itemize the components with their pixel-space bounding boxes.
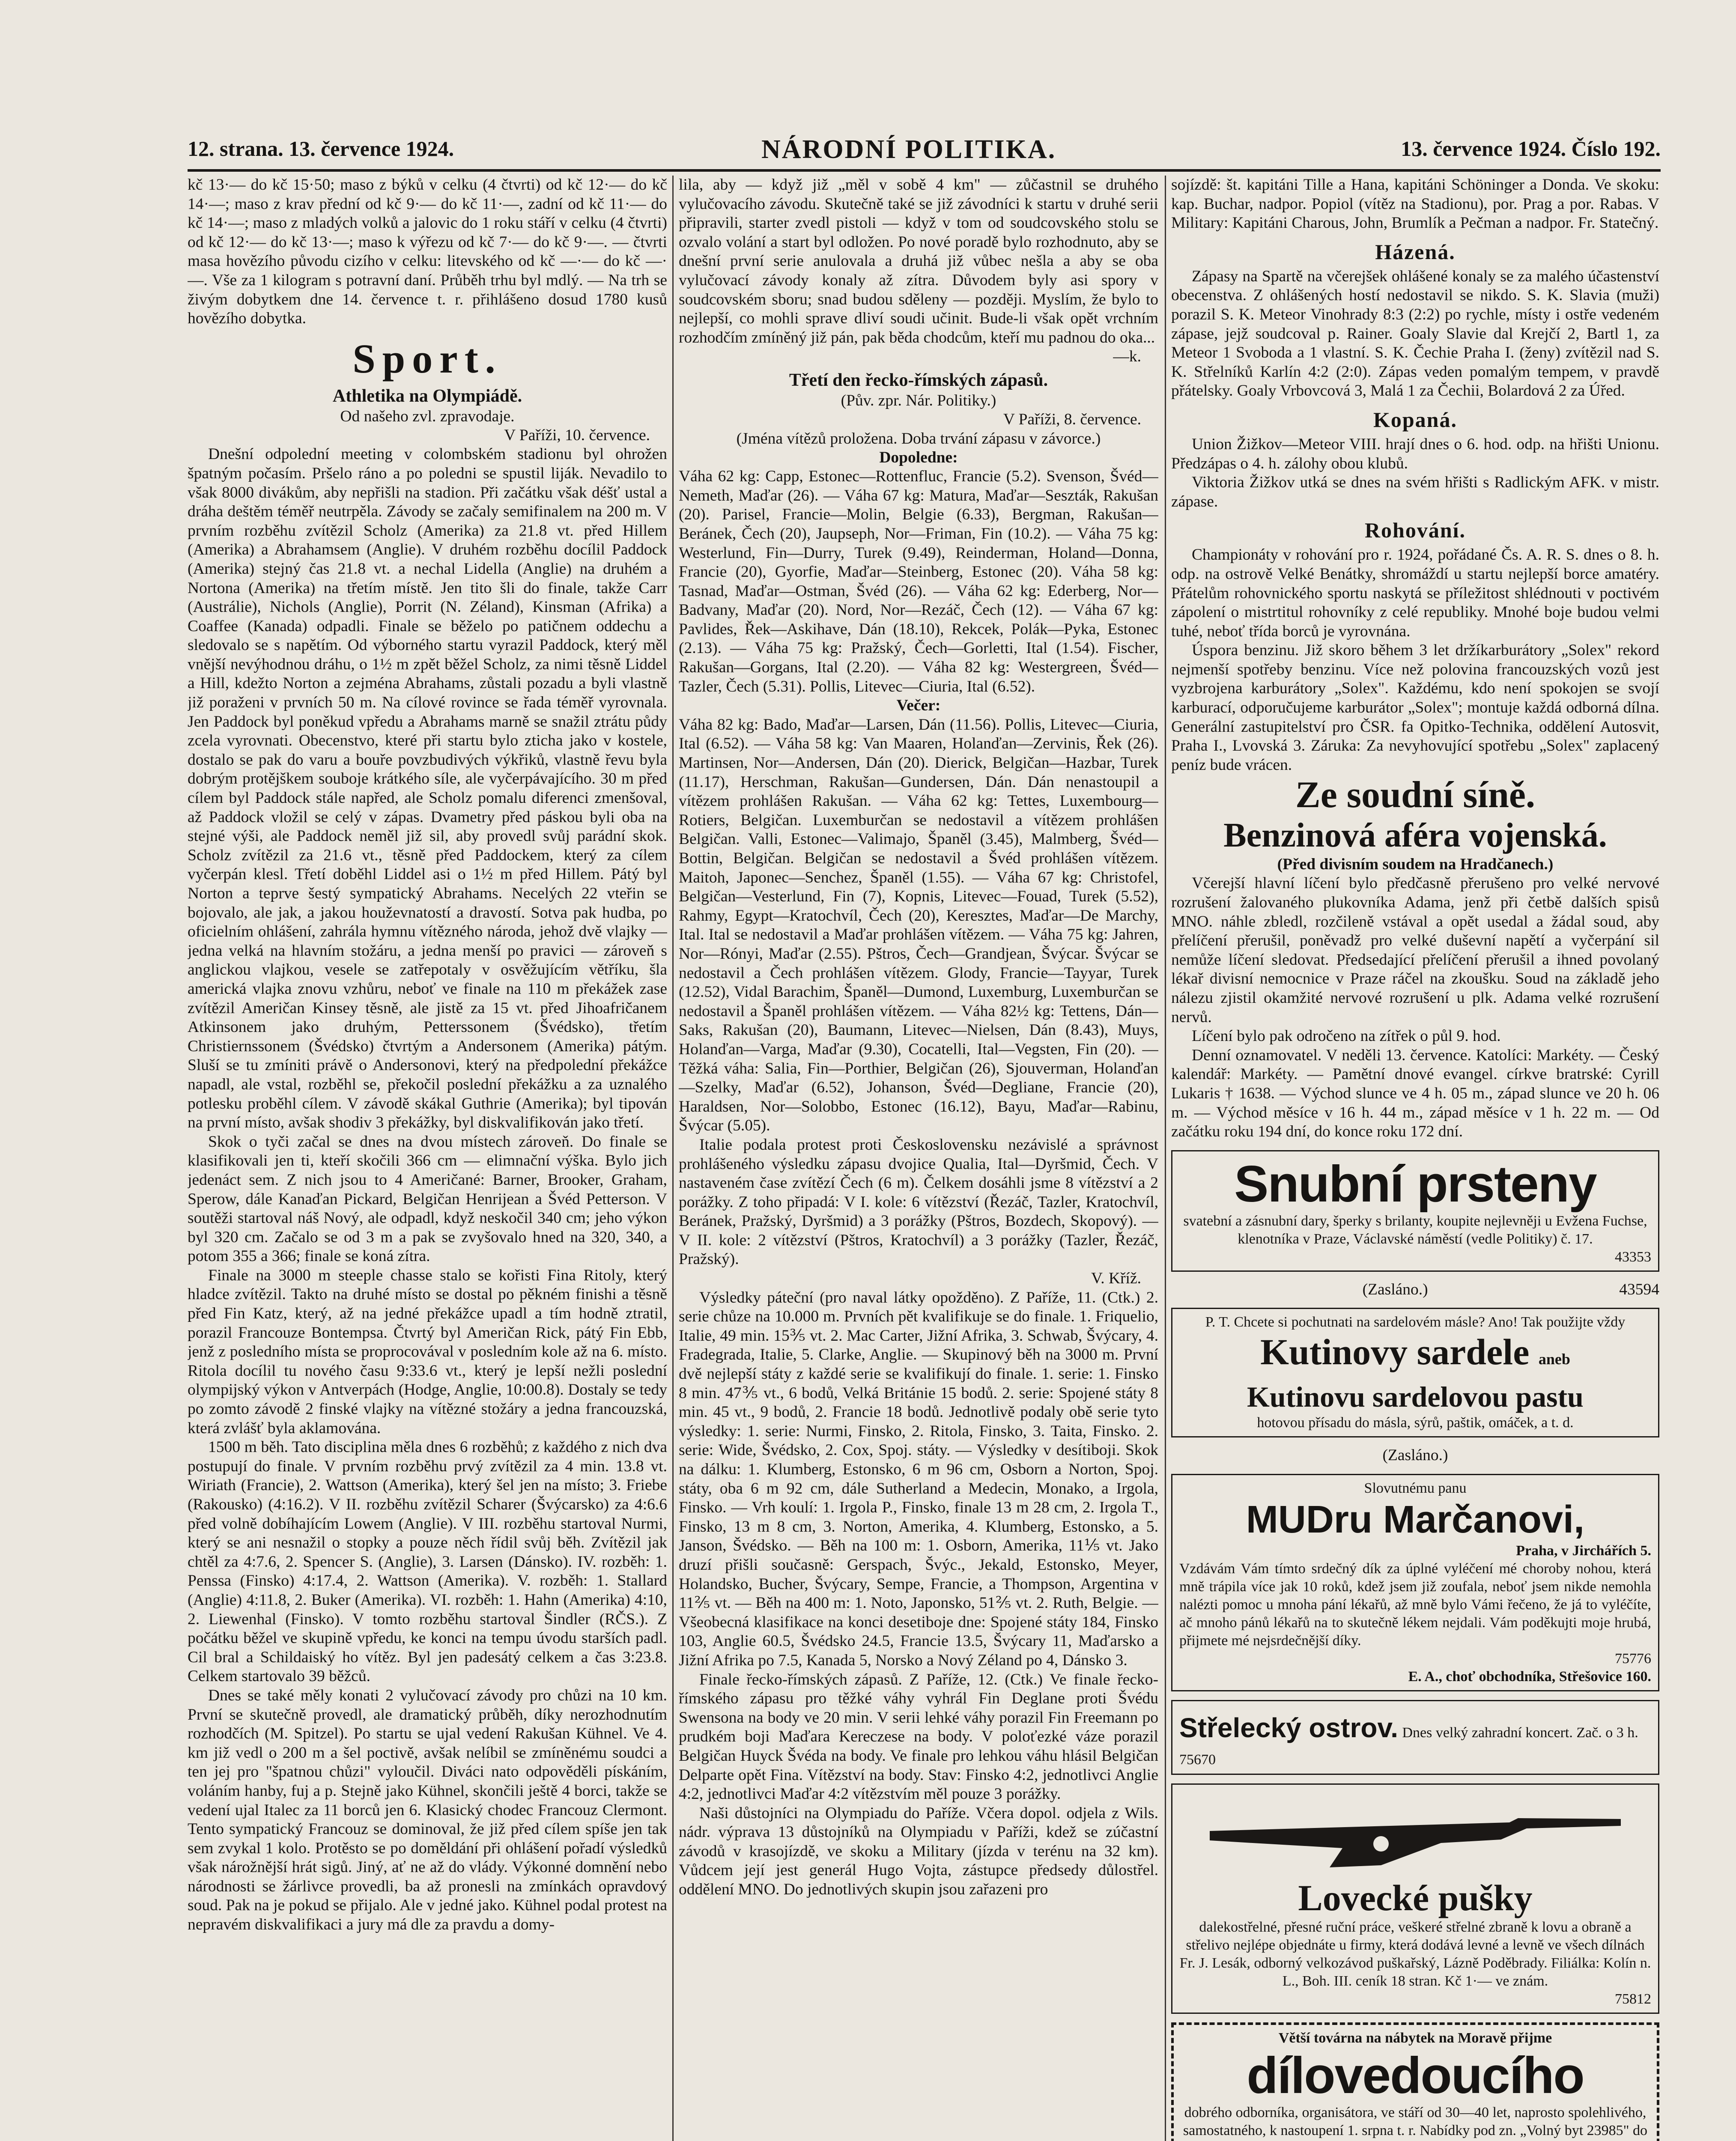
officers-continuation-text: sojízdě: št. kapitáni Tille a Hana, kapitáni Schöninger a Donda. Ve skoku: kap. Buchar, nadpor. Popiol (vítěz na Stadionu), por. Prag a por. Rabas. V Military: Kapitáni Charous, John, Brumlík a Pečman a nadpor. Fr. Statečný.	[1171, 176, 1659, 232]
calendar-notice: Denní oznamovatel. V neděli 13. července. Katolíci: Markéty. — Český kalendář: Markéty. — Pamětní dnové evangel. církve bratrské: Cyrill Lukaris † 1638. — Východ slunce ve 4 h. 05 m., západ slunce ve 20 h. 06 m. — Východ měsíce v 16 h. 44 m., západ měsíce v 1 h. 22 m. — Od začátku roku 194 dní, do konce roku 172 dní.	[1171, 1046, 1659, 1141]
athletics-source: Od našeho zvl. zpravodaje.	[340, 407, 515, 425]
ad-sardines-aneb: aneb	[1538, 1351, 1570, 1368]
ad-doctor-code: 75776	[1615, 1650, 1651, 1667]
protest-paragraph: Italie podala protest proti Československu nezávislé a správnost prohlášeného výsledku zápasu dvojice Qualia, Ital—Dyršmid, Čech. V nastaveném čase zvítězí Čech (6 m). Čelkem dosáhli jsme 8 vítězství a 2 porážky. Z toho připadá: V I. kole: 6 vítězství (Řezáč, Tazler, Kratochvíl, Beránek, Pražský, Dyršmid) a 3 porážky (Pštros, Bozdech, Skopový). — V II. kole: 2 vítězství (Pštros, Kratochvíl) a 3 porážky (Tazler, Řezáč, Pražský).	[679, 1136, 1158, 1268]
benzin-affair-headline: Benzinová aféra vojenská.	[1223, 817, 1607, 855]
ad-foreman-wanted	[1171, 2022, 1659, 2141]
kopana-heading: Kopaná.	[1373, 407, 1457, 432]
evening-results: Váha 82 kg: Bado, Maďar—Larsen, Dán (11.56). Pollis, Litevec—Ciuria, Ital (6.52). — Váha 58 kg: Van Maaren, Holanďan—Zervinis, Řek (26). Martinsen, Nor—Andersen, Dán (20). Dierick, Belgičan—Hazbar, Turek (11.17), Herschman, Rakušan—Gundersen, Dán. Dán nenastoupil a vítězem prohlášen Rakušan. — Váha 62 kg: Tettes, Luxembourg—Rotiers, Belgičan. Luxemburčan se nedostavil a vítězem prohlášen Belgičan. Valli, Estonec—Valimajo, Španěl (3.45), Malmberg, Švéd—Bottin, Belgičan. Belgičan se nedostavil a Švéd prohlášen vítězem. Maitoh, Japonec—Senchez, Španěl (1.55). — Váha 67 kg: Christofel, Belgičan—Vesterlund, Fin (7), Kopnis, Litevec—Fouad, Turek (5.52), Rahmy, Egypt—Kratochvíl, Čech (20), Keresztes, Maďar—De Marchy, Ital. Ital se nedostavil a Maďar prohlášen vítězem. — Váha 75 kg: Jahren, Nor—Rónyi, Maďar (2.55). Pštros, Čech—Grandjean, Švýcar. Švýcar se nedostavil a Čech prohlášen vítězem. Glody, Francie—Tayyar, Turek (12.52), Vidal Barachim, Španěl—Dumond, Luxemburg, Luxemburčan se nedostavil a Španěl prohlášen vítězem. — Váha 82½ kg: Tettens, Dán—Saks, Rakušan (20), Baumann, Litevec—Nielsen, Dán (8.43), Muys, Holanďan—Varga, Maďar (9.30), Cocatelli, Ital—Vegsten, Fin (20). — Těžká váha: Salia, Fin—Porthier, Belgičan (26), Sjouverman, Holanďan—Szelky, Maďar (6.52), Johanson, Švéd—Degliane, Francie (20), Haraldsen, Nor—Solobbo, Estonec (16.12), Bayu, Maďar—Rabinu, Švýcar (5.05).	[679, 716, 1158, 1135]
ad-hunting-rifles	[1171, 1783, 1659, 2014]
rohovani-text: Championáty v rohování pro r. 1924, pořádané Čs. A. R. S. dnes o 8. h. odp. na ostrově Velké Benátky, shromáždí u startu nejlepší borce amatéry. Přátelům rohovnického sportu naskytá se příležitost shlédnouti v poctivém zápolení o mistrtitul rohovníky z celé republiky. Mnohé boje budou velmi tuhé, neboť třída borců je vyrovnána.	[1171, 546, 1659, 640]
walking-continuation-text: lila, aby — když již „měl v sobě 4 km" — zůčastnil se druhého vylučovacího závodu. Skutečně také se již závodníci k startu v druhé serii připravili, starter zvedl pistoli — když v tom od soudcovského stolu se ozvalo volání a start byl odložen. Po nové poradě bylo rozhodnuto, aby se dnešní první serie anulovala a druhá již vůbec nešla a aby se oba vylučovací závody konaly až zítra. Důvodem byly asi spory v soudcovském sboru; snad budou sděleny — později. Myslím, že bylo to nejlepší, co mohli sprave dliví soudi učinit. Bude-li však opět vrchním rozhodčím zmíněný již pán, pak běda chodcům, kteří mu padnou do oka...	[679, 176, 1158, 346]
ad-shooting-island-title: Střelecký ostrov.	[1179, 1712, 1399, 1743]
evening-heading: Večer:	[896, 697, 941, 715]
column-divider-1	[672, 176, 674, 2141]
ad-sardines-small: hotovou přísadu do másla, sýrů, paštik, omáček, a t. d.	[1257, 1415, 1574, 1431]
column-3	[1171, 176, 1659, 2141]
benzin-notice: Úspora benzinu. Již skoro během 3 let držíkarburátory „Solex" rekord nejmenší spotřeby benzinu. Více než polovina francouzských vozů jest vyzbrojena karburátory „Solex". Každému, kdo není spokojen se svojí karburací, odporučujeme karburátor „Solex"; montuje každá odborná dílna. Generální zastupitelství pro ČSR. fa Opitko-Technika, oddělení Autosvit, Praha I., Lvovská 3. Záruka: Za nevyhovující spotřebu „Solex" zaplacený peníz bude vrácen.	[1171, 641, 1659, 774]
athletics-paragraph: Dnešní odpolední meeting v colombském stadionu byl ohrožen špatným počasím. Pršelo ráno a po poledni se spustil liják. Nevadilo to však 8000 divákům, aby nepřišli na stadion. Při začátku však déšť ustal a dráha deštěm téměř neutrpěla. Závody se začaly semifinalem na 200 m. V prvním rozběhu zvítězil Scholz (Amerika) za 21.8 vt. před Hillem (Amerika) a Abrahamsem (Anglie). V druhém rozběhu docílil Paddock (Amerika) stejný čas 21.8 vt. a nechal Lidella (Anglie) na druhém a Nortona (Amerika) na třetím místě. Jen tito šli do finale, takže Carr (Austrálie), Nichols (Anglie), Porrit (N. Zéland), Kinsman (Afrika) a Coaffee (Kanada) odpadli. Finale se běželo po patičnem oddechu a sledovalo se s napětím. Od výborného startu vyrazil Paddock, který měl vnější nevýhodnou dráhu, o 1½ m zpět běžel Scholz, za nimi těsně Liddel a Hill, kdežto Norton a zejména Abrahams, zůstali pozadu a byli vlastně již poraženi v prvních 50 m. Na cílové rovince se řada téměř vyrovnala. Jen Paddock byl poněkud vpředu a Abrahams marně se snažil ztrátu půdy zcela vyrovnati. Obecenstvo, které při startu bylo zticha jako v kostele, dostalo se pak do varu a bouře povzbudivých výkřiků, vlastně řevu byla dobrým protějškem souboje krátkého síle, ale vyčerpávajícího. 30 m před cílem byl Paddock stále napřed, ale Scholz pomalu diferenci zmenšoval, až Paddock vložil se celý v zápas. Dvametry před páskou byli oba na stejné výši, ale Paddock neměl již sil, aby provedl svůj parádní skok. Scholz zvítězil za 21.6 vt., těsně před Paddockem, který za cílem vyčerpán klesl. Třetí doběhl Liddel asi o 1½ m před Hillem. Pátý byl Norton a teprve šestý sympatický Abrahams. Necelých 22 vteřin se bojovalo, ale jak, a jakou houževnatostí a dravostí. Sotva pak hudba, po oficielním ohlášení, zahrála hymnu vítězného národa, jehož dvě vlajky — jedna velká na hlavním stožáru, a jedna menší po pravici — zároveň s anglickou vlajkou, vesele se zatřepotaly v osvěžujícím větříku, šla americká vlajka znovu vzhůru, neboť ve finale na 110 m překážek zase zvítězil Američan Kinsey těsně, ale jistě za 15 vt. před Jihoafričanem Atkinsonem jako druhým, Petterssonem (Švédsko), třetím Christiernssonem (Švédsko) čtvrtým a Andersonem (Amerika) pátým. Sluší se tu zmíniti právě o Andersonovi, který na předpolední překážce napadl, ale vstal, rozběhl se, překočil poslední překážku a za uznalého potlesku proběhl cílem. V závodě skákal Guthrie (Amerika); byl tipován na první místo, avšak shodiv 3 překážky, byl diskvalifikován jako třetí.	[188, 445, 667, 1132]
hazena-heading: Házená.	[1375, 239, 1456, 264]
rohovani-heading: Rohování.	[1364, 518, 1466, 543]
court-paragraph: Včerejší hlavní líčení bylo předčasně přerušeno pro velké nervové rozrušení žalovaného plukovníka Adama, jenž při četbě dalších spisů MNO. náhle zbledl, rozčileně vstával a opět usedal a žádal soud, aby přelíčení přerušil, poněvadž pro velké duševní napětí a vyčerpání sil nemůže líčení sledovat. Předsedající přelíčení přerušil a ihned povolaný lékař divisní nemocnice v Praze ráčel na zkoušku. Soud na základě jeho nálezu zjistil okamžité nervové rozrušení u plk. Adama velké rozrušení nervů.	[1171, 874, 1659, 1026]
court-paragraph: Líčení bylo pak odročeno na zítřek o půl 9. hod.	[1192, 1027, 1501, 1045]
ad-wedding-rings	[1171, 1150, 1659, 1272]
ad-sardines-title-text: Kutinovy sardele	[1260, 1331, 1530, 1373]
morning-results: Váha 62 kg: Capp, Estonec—Rottenfluc, Francie (5.2). Svenson, Švéd—Nemeth, Maďar (26). — Váha 67 kg: Matura, Maďar—Seszták, Rakušan (20). Parisel, Francie—Molin, Belgie (6.33), Bergman, Rakušan—Beránek, Čech (20), Jaupseph, Nor—Friman, Fin (10.2). — Váha 75 kg: Westerlund, Fin—Durry, Turek (9.49), Reinderman, Holand—Donna, Francie (20), Gyorfie, Maďar—Steinberg, Estonec (20). Váha 58 kg: Tasnad, Maďar—Ostman, Švéd (26). — Váha 62 kg: Ederberg, Nor—Badvany, Maďar (20). Nord, Nor—Rezáč, Čech (12). — Váha 67 kg: Pavlides, Řek—Askihave, Dán (18.10), Rekcek, Polák—Pyka, Estonec (2.13). — Váha 75 kg: Pražský, Čech—Gorletti, Ital (1.54). Fischer, Rakušan—Gorgans, Ital (2.20). — Váha 82 kg: Westergreen, Švéd—Tazler, Čech (5.31). Pollis, Litevec—Ciuria, Ital (6.52).	[679, 468, 1158, 695]
athletics-paragraph: Skok o tyči začal se dnes na dvou místech zároveň. Do finale se klasifikovali jen ti, kteří skočili 366 cm — elimnační výška. Bylo jich jedenáct sem. Z nich jsou to 4 Američané: Barner, Brooker, Graham, Sperow, dále Kanaďan Pickard, Belgičan Henrijean a Švéd Petterson. V soutěži startoval náš Nový, ale odpadl, když neskočil 340 cm; jeho výkon byl 320 cm. Začalo se od 3 m a pak se zvyšovalo hned na 320, 340, a potom 355 a 366; finale se koná zítra.	[188, 1133, 667, 1265]
ad-doctor-name: MUDru Marčanovi,	[1246, 1498, 1585, 1541]
morning-heading: Dopoledne:	[879, 448, 958, 466]
ad-doctor-signature: E. A., choť obchodníka, Střešovice 160.	[1408, 1668, 1651, 1685]
newspaper-title: NÁRODNÍ POLITIKA.	[761, 135, 1056, 164]
ad-sardines	[1171, 1308, 1659, 1437]
ad-hunting-rifles-title: Lovecké pušky	[1298, 1877, 1533, 1918]
market-prices-text: kč 13·— do kč 15·50; maso z býků v celku (4 čtvrti) od kč 12·— do kč 14·—; maso z krav přední od kč 9·— do kč 11·—, zadní od kč 11·— do kč 14·—; maso z mladých volků a jalovic do 1 roku stáří v celku (4 čtvrti) od kč 12·— do kč 13·—; maso k výřezu od kč 7·— do kč 9·—. — čtvrti masa hovězího původu cizího v celku: litevského od kč —·— do kč —·—. Vše za 1 kilogram s potravní daní. Průběh trhu byl mdlý. — Na trh se živým dobytkem dne 14. července t. r. přihlášeno dosud 1780 kusů hovězího dobytka.	[188, 176, 667, 328]
ad-hunting-rifles-code: 75812	[1615, 1991, 1651, 2007]
column-divider-2	[1165, 176, 1166, 2141]
ad-shooting-island	[1171, 1700, 1659, 1775]
results-paragraph: Naši důstojníci na Olympiadu do Paříže. Včera dopol. odjela z Wils. nádr. výprava 13 důstojníků na Olympiadu v Paříži, kdež se zúčastní závodů v krasojízdě, ve skoku a Military (jízda v terénu na 32 km). Vůdcem její jest generál Hugo Vojta, zástupce předsedy důlostřel. oddělení MNO. Do jednotlivých skupin jsou zařazeni pro	[679, 1804, 1158, 1899]
athletics-paragraph: Dnes se také měly konati 2 vylučovací závody pro chůzi na 10 km. První se skutečně provedl, ale dramatický průběh, díky nerozhodnutím rozhodčích (M. Spitzel). Po startu se ujal vedení Rakušan Kühnel. Ve 4. km již vedl o 200 m a šel poctivě, avšak nelíbil se zmíněnému soudci a ten jej pro "špatnou chůzi" vyloučil. Diváci nato odpověděli pískáním, voláním hanby, fuj a p. Stejně jako Kühnel, skončili ještě 4 borci, takže se vedení ujal Italec za 11 borců jen 6. Klasický chodec Francouz Clermont. Tento sympatický Francouz se dominoval, že již před cílem spíše jen tak sem zvykal 1 kolo. Protěsto se po doměldání při ohlášení pořadí výsledků však nárožnější hrát sigů. Jiný, ať ne až do vlády. Výkonné domnění nebo národnosti se žárlivce provedli, ba až pronesli na zmínkách opravdový soud. Pak na je pokud se přijalo. Ale v jedné jako. Kühnel podal protest na nepravém diskvalifikaci a jury má dle za pravdu a domy-	[188, 1686, 667, 1934]
wrestling-article-title: Třetí den řecko-římských zápasů.	[789, 370, 1048, 390]
ad-foreman-top: Větší továrna na nábytek na Moravě přijme	[1278, 2030, 1552, 2046]
wrestling-source: (Pův. zpr. Nár. Politiky.)	[841, 391, 996, 409]
rifle-image	[1179, 1792, 1651, 1874]
ad-doctor-salutation: Slovutnému panu	[1364, 1480, 1467, 1496]
ad-thanks-doctor	[1171, 1474, 1659, 1691]
hazena-text: Zápasy na Spartě na včerejšek ohlášené konaly se za malého účastenství obecenstva. Z ohlášených hostí nedostavil se nikdo. S. K. Slavia (muži) porazil S. K. Meteor Vinohrady 8:3 (2:2) po rychle, místy i ostře vedeném zápase, jejž soudcoval p. Rainer. Goaly Slavie dal Krejčí 2, Bartl 1, za Meteor 1 Svoboda a 1 vlastní. S. K. Čechie Praha I. (ženy) zvítězil nad S. K. Střelníků Karlín 4:2 (2:0). Zápas veden pomalým tempem, v pravdě přátelsky. Goaly Vrbovcová 3, Malá 1 za Čechii, Bolardová 2 za Úřed.	[1171, 267, 1659, 400]
ad-foreman-title: dílovedoucího	[1247, 2046, 1584, 2104]
results-paragraph: Finale řecko-římských zápasů. Z Paříže, 12. (Ctk.) Ve finale řecko-římského zápasu pro těžké váhy vyhrál Fin Deglane proti Švédu Swensona na body ve 20 min. V serii lehké váhy porazil Fin Freemann po prudkém boji Maďara Kereczese na body. V poloťezké váze porazil Belgičan Huyck Švéda na body. Ve finale pro lehkou váhu hlásil Belgičan Delparte opět Fina. Vítězství na body. Stav: Finsko 4:2, jednotlivci Anglie 4:2, jednotlivci Maďar 4:2 vítězstvím měl pouze 3 porážky.	[679, 1670, 1158, 1803]
results-paragraph: Výsledky páteční (pro naval látky opožděno). Z Paříže, 11. (Ctk.) 2. serie chůze na 10.000 m. Prvních pět kvalifikuje se do finale. 1. Friquelio, Italie, 49 min. 15⅗ vt. 2. Mac Carter, Jižní Afrika, 3. Schwab, Švýcary, 4. Fradegrada, Italie, 5. Clarke, Anglie. — Skupinový běh na 3000 m. První dvě nejlepší státy z každé serie se kvalifikují do finale. 1. serie: 1. Finsko 8 min. 47⅗ vt., 6 bodů, Velká Británie 15 bodů. 2. serie: Spojené státy 8 min. 45 vt., 9 bodů, 2. Francie 18 bodů. Jednotlivě podaly obě serie tyto výsledky: 1. serie: Nurmi, Finsko, 2. Ritola, Finsko, 3. Taita, Finsko. 2. serie: Wide, Švédsko, 2. Cox, Spoj. státy. — Výsledky v desítiboji. Skok na dálku: 1. Klumberg, Estonsko, 6 m 96 cm, Osborn a Norton, Spoj. státy, oba 6 m 92 cm, dále Sutherland a Medecin, Monako, a Irgola, Finsko. — Vrh koulí: 1. Irgola P., Finsko, finale 13 m 28 cm, 2. Irgola T., Finsko, 13 m 8 cm, 3. Norton, Amerika, 4. Klumberg, Estonsko, a 5. Janson, Švédsko. — Běh na 100 m: 1. Osborn, Amerika, 11⅕ vt. Jako druzí přišli současně: Gerspach, Švýc., Jekald, Estonsko, Meyer, Holandsko, Bucher, Švýcary, Sempe, Francie, a Thompson, Argentina v 11⅖ vt. — Běh na 400 m: 1. Noto, Japonsko, 51⅖ vt. 2. Ruth, Belgie. — Všeobecná klasifikace na konci desetiboje dne: Spojené státy 184, Finsko 103, Anglie 60.5, Švédsko 24.5, Francie 13.5, Švýcary 11, Maďarsko a Jižní Afrika po 7.5, Kanada 5, Norsko a Nový Zéland po 4, Dánsko 3.	[679, 1288, 1158, 1669]
ad-sardines-intro: P. T. Chcete si pochutnati na sardelovém másle? Ano! Tak použijte vždy	[1205, 1314, 1626, 1330]
ad-wedding-rings-code: 43353	[1615, 1249, 1651, 1265]
athletics-paragraph: Finale na 3000 m steeple chasse stalo se kořisti Fina Ritoly, který hladce zvítězil. Takto na druhé místo se dostal po pěkném finishi a těsně před Fin Katz, který, až na jedné překážce upadl a tím hodně ztratil, porazil Francouze Bontempsa. Čtvrtý byl Američan Rick, pátý Fin Ebb, jenž z posledního místa se proprocovával v posledním kole až na 6. místo. Ritola docílil tu nového času 9:33.6 vt., který je lepší nežli poslední olympijský výkon v Antverpách (Hodge, Anglie, 10:00.8). Dostaly se tedy po zomto závodě 2 finské vlajky na vítězné stožáry a jedna francouzská, která zvlášť byla aklamována.	[188, 1266, 667, 1437]
zaslano-code: 43594	[1619, 1280, 1659, 1298]
header-issue-number: 13. července 1924. Číslo 192.	[1401, 137, 1661, 161]
ad-shooting-island-text: Dnes velký zahradní koncert. Zač. o 3 h. 75670	[1179, 1724, 1638, 1768]
page-header	[188, 136, 1661, 166]
ad-foreman-text: dobrého odborníka, organisátora, ve stáří od 30—40 let, naprosto spolehlivého, samostatného, k nastoupení 1. srpna t. r. Nabídky pod zn. „Volný byt 23985" do	[1183, 2104, 1648, 2138]
header-page-date: 12. strana. 13. července 1924.	[188, 137, 454, 161]
zaslano-label	[1171, 1280, 1659, 1300]
sport-section-title: Sport.	[352, 335, 502, 382]
athletics-dateline: V Paříži, 10. července.	[504, 426, 650, 444]
header-rule	[188, 169, 1661, 172]
athletics-paragraph: 1500 m běh. Tato disciplina měla dnes 6 rozběhů; z každého z nich dva postupují do finale. V prvním rozběhu prvý zvítězil za 4 min. 13.8 vt. Wiriath (Francie), 2. Wattson (Amerika), který šel jen na místo; 3. Friebe (Rakousko) (4:16.2). V II. rozběhu zvítězil Scharer (Švýcarsko) za 4:6.6 před volně dobíhajícím Lowem (Anglie). V III. rozběhu startoval Nurmi, který se ani nesnažil o stopky a pouze něch řídil svůj běh. Zvítězil jak chtěl za 4:7.6, 2. Spencer S. (Anglie), 3. Larsen (Dánsko). IV. rozběh: 1. Penssa (Finsko) 4:17.4, 2. Wattson (Amerika). V. rozběh: 1. Stallard (Anglie) 4:11.8, 2. Buker (Amerika). VI. rozběh: 1. Hahn (Amerika) 4:10, 2. Liewenhal (Finsko). V tomto rozběhu startoval Šindler (RČS.). Z počátku běžel ve skupině vpředu, ke konci na tempu úvodu starších padl. Cil bral a Schildaiský ho vítěz. Byl jen padesátý celkem a čas 3:23.8. Celkem startovalo 39 běžců.	[188, 1438, 667, 1685]
rifle-icon	[1179, 1792, 1651, 1874]
court-subheading: (Před divisním soudem na Hradčanech.)	[1277, 856, 1554, 874]
ad-wedding-rings-text: svatební a zásnubní dary, šperky s brilanty, koupite nejlevněji u Evžena Fuchse, klenotníka v Praze, Václavské náměstí (vedle Politiky) č. 17.	[1183, 1213, 1647, 1247]
kopana-paragraph: Viktoria Žižkov utká se dnes na svém hřišti s Radlickým AFK. v mistr. zápase.	[1171, 474, 1659, 510]
ad-doctor-text: Vzdávám Vám tímto srdečný dík za úplné vyléčení mé choroby nohou, která mně trápila více jak 10 roků, kdež jsem již zoufala, neboť jsem nikde nemohla nalézti pomoc u mnoha pání lékařů, až mně bylo Vámi řečeno, že já to vyléčíte, ač mnoho pánů lékařů na to skutečně lékem nejdali. Vám poděkujti moje hrubá, přijmete mé nejsrdečnější díky.	[1179, 1560, 1651, 1649]
ad-hunting-rifles-text: dalekostřelné, přesné ruční práce, veškeré střelné zbraně k lovu a obraně a střelivo nejlépe objednáte u firmy, která dodává levné a levně ve všech dílnách Fr. J. Lesák, odborný velkozávod puškařský, Lázně Poděbrady. Filiálka: Kolín n. L., Boh. III. ceník 18 stran. Kč 1·— ve znám.	[1179, 1919, 1651, 1989]
wrestling-dateline: V Paříži, 8. července.	[1003, 410, 1141, 428]
wrestling-signature: V. Kříž.	[1091, 1270, 1141, 1288]
ad-doctor-address: Praha, v Jirchářích 5.	[1516, 1542, 1651, 1559]
ad-wedding-rings-title: Snubní prsteny	[1234, 1155, 1596, 1213]
kopana-paragraph: Union Žižkov—Meteor VIII. hrají dnes o 6. hod. odp. na hřišti Unionu. Předzápas o 4. h. zálohy obou klubů.	[1171, 435, 1659, 472]
column-2	[679, 176, 1158, 2141]
column-1	[188, 176, 667, 2141]
athletics-article-title: Athletika na Olympiádě.	[332, 386, 522, 406]
walking-signature: —k.	[1113, 348, 1141, 366]
wrestling-note: (Jména vítězů proložena. Doba trvání zápasu v závorce.)	[736, 429, 1101, 447]
zaslano-text: (Zasláno.)	[1362, 1280, 1428, 1298]
court-headline: Ze soudní síně.	[1295, 774, 1535, 816]
ad-sardines-paste: Kutinovu sardelovou pastu	[1247, 1381, 1584, 1413]
ad-sardines-title	[1179, 1331, 1651, 1380]
zaslano-label-2: (Zasláno.)	[1382, 1446, 1448, 1464]
